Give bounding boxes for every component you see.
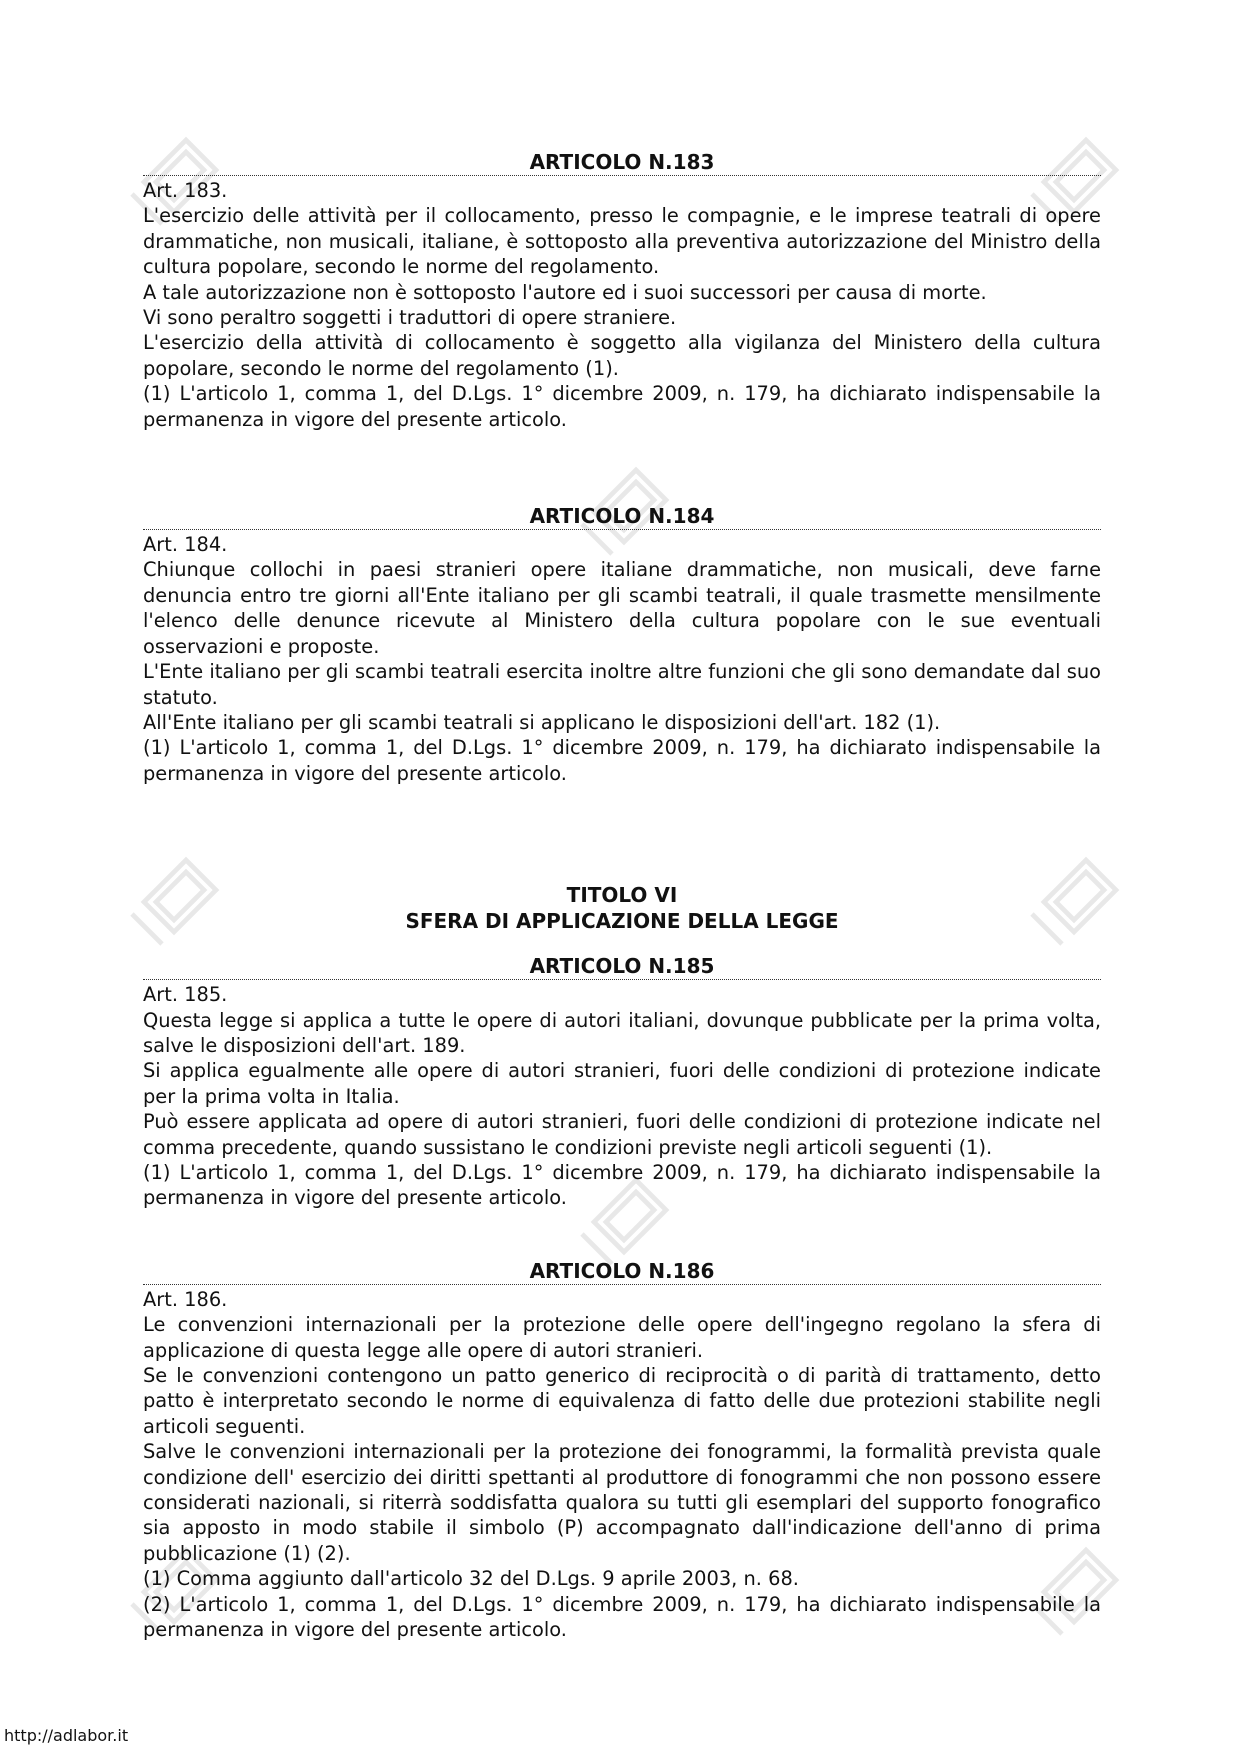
titolo-number: TITOLO VI — [566, 883, 678, 908]
article-paragraph: Chiunque collochi in paesi stranieri opere italiane drammatiche, non musicali, deve farne denuncia entro tre giorni all'Ente italiano per gli scambi teatrali, il quale trasmette mensilmente l'elenco delle denunce ricevute al Ministero della cultura popolare con le sue eventuali osservazioni e proposte. — [143, 558, 1101, 658]
article-paragraph: Può essere applicata ad opere di autori stranieri, fuori delle condizioni di protezione indicate nel comma precedente, quando sussistano le condizioni previste negli articoli seguenti (1). — [143, 1110, 1101, 1159]
article-184 — [143, 504, 1101, 786]
article-footnote: (1) L'articolo 1, comma 1, del D.Lgs. 1° dicembre 2009, n. 179, ha dichiarato indispensabile la permanenza in vigore del presente articolo. — [143, 1160, 1101, 1210]
article-heading: ARTICOLO N.185 — [143, 954, 1101, 980]
article-paragraph: Art. 184. — [143, 533, 228, 557]
article-heading: ARTICOLO N.186 — [143, 1259, 1101, 1285]
article-footnote: (1) Comma aggiunto dall'articolo 32 del D.Lgs. 9 aprile 2003, n. 68. — [143, 1567, 799, 1591]
article-heading: ARTICOLO N.184 — [143, 504, 1101, 530]
article-paragraph: Art. 186. — [143, 1287, 228, 1311]
article-heading: ARTICOLO N.183 — [143, 150, 1101, 176]
article-paragraph: Art. 185. — [143, 983, 228, 1007]
article-186 — [143, 1259, 1101, 1643]
article-footnote: (1) L'articolo 1, comma 1, del D.Lgs. 1° dicembre 2009, n. 179, ha dichiarato indispensabile la permanenza in vigore del presente articolo. — [143, 736, 1101, 785]
article-paragraph: Art. 183. — [143, 179, 228, 202]
footer-link[interactable]: http://adlabor.it — [4, 1726, 129, 1745]
article-185 — [143, 954, 1101, 1211]
article-183 — [143, 150, 1101, 432]
article-footnote: (1) L'articolo 1, comma 1, del D.Lgs. 1° dicembre 2009, n. 179, ha dichiarato indispensabile la permanenza in vigore del presente articolo. — [143, 382, 1101, 431]
article-paragraph: L'Ente italiano per gli scambi teatrali esercita inoltre altre funzioni che gli sono demandate dal suo statuto. — [143, 660, 1101, 709]
article-paragraph: L'esercizio della attività di collocamento è soggetto alla vigilanza del Ministero della cultura popolare, secondo le norme del regolamento (1). — [143, 331, 1101, 380]
article-footnote: (2) L'articolo 1, comma 1, del D.Lgs. 1° dicembre 2009, n. 179, ha dichiarato indispensabile la permanenza in vigore del presente articolo. — [143, 1592, 1101, 1642]
article-paragraph: All'Ente italiano per gli scambi teatrali si applicano le disposizioni dell'art. 182 (1). — [143, 710, 941, 734]
article-paragraph: L'esercizio delle attività per il collocamento, presso le compagnie, e le imprese teatrali di opere drammatiche, non musicali, italiane, è sottoposto alla preventiva autorizzazione del Ministro della cultura popolare, secondo le norme del regolamento. — [143, 204, 1101, 279]
article-paragraph: Vi sono peraltro soggetti i traduttori di opere straniere. — [143, 306, 677, 330]
article-paragraph: Questa legge si applica a tutte le opere di autori italiani, dovunque pubblicate per la prima volta, salve le disposizioni dell'art. 189. — [143, 1008, 1101, 1057]
titolo-heading — [143, 882, 1101, 934]
article-paragraph: Si applica egualmente alle opere di autori stranieri, fuori delle condizioni di protezione indicate per la prima volta in Italia. — [143, 1059, 1101, 1108]
titolo-name: SFERA DI APPLICAZIONE DELLA LEGGE — [405, 909, 839, 934]
article-paragraph: Salve le convenzioni internazionali per la protezione dei fonogrammi, la formalità prevista quale condizione dell' esercizio dei diritti spettanti al produttore di fonogrammi che non possono essere considerati nazionali, si riterrà soddisfatta qualora su tutti gli esemplari del supporto fonografico sia apposto in modo stabile il simbolo (P) accompagnato dall'indicazione dell'anno di prima pubblicazione (1) (2). — [143, 1440, 1101, 1565]
article-paragraph: A tale autorizzazione non è sottoposto l'autore ed i suoi successori per causa di morte. — [143, 280, 987, 304]
document-body — [143, 150, 1101, 1642]
article-paragraph: Le convenzioni internazionali per la protezione delle opere dell'ingegno regolano la sfera di applicazione di questa legge alle opere di autori stranieri. — [143, 1313, 1101, 1362]
article-paragraph: Se le convenzioni contengono un patto generico di reciprocità o di parità di trattamento, detto patto è interpretato secondo le norme di equivalenza di fatto delle due protezioni stabilite negli articoli seguenti. — [143, 1364, 1101, 1438]
